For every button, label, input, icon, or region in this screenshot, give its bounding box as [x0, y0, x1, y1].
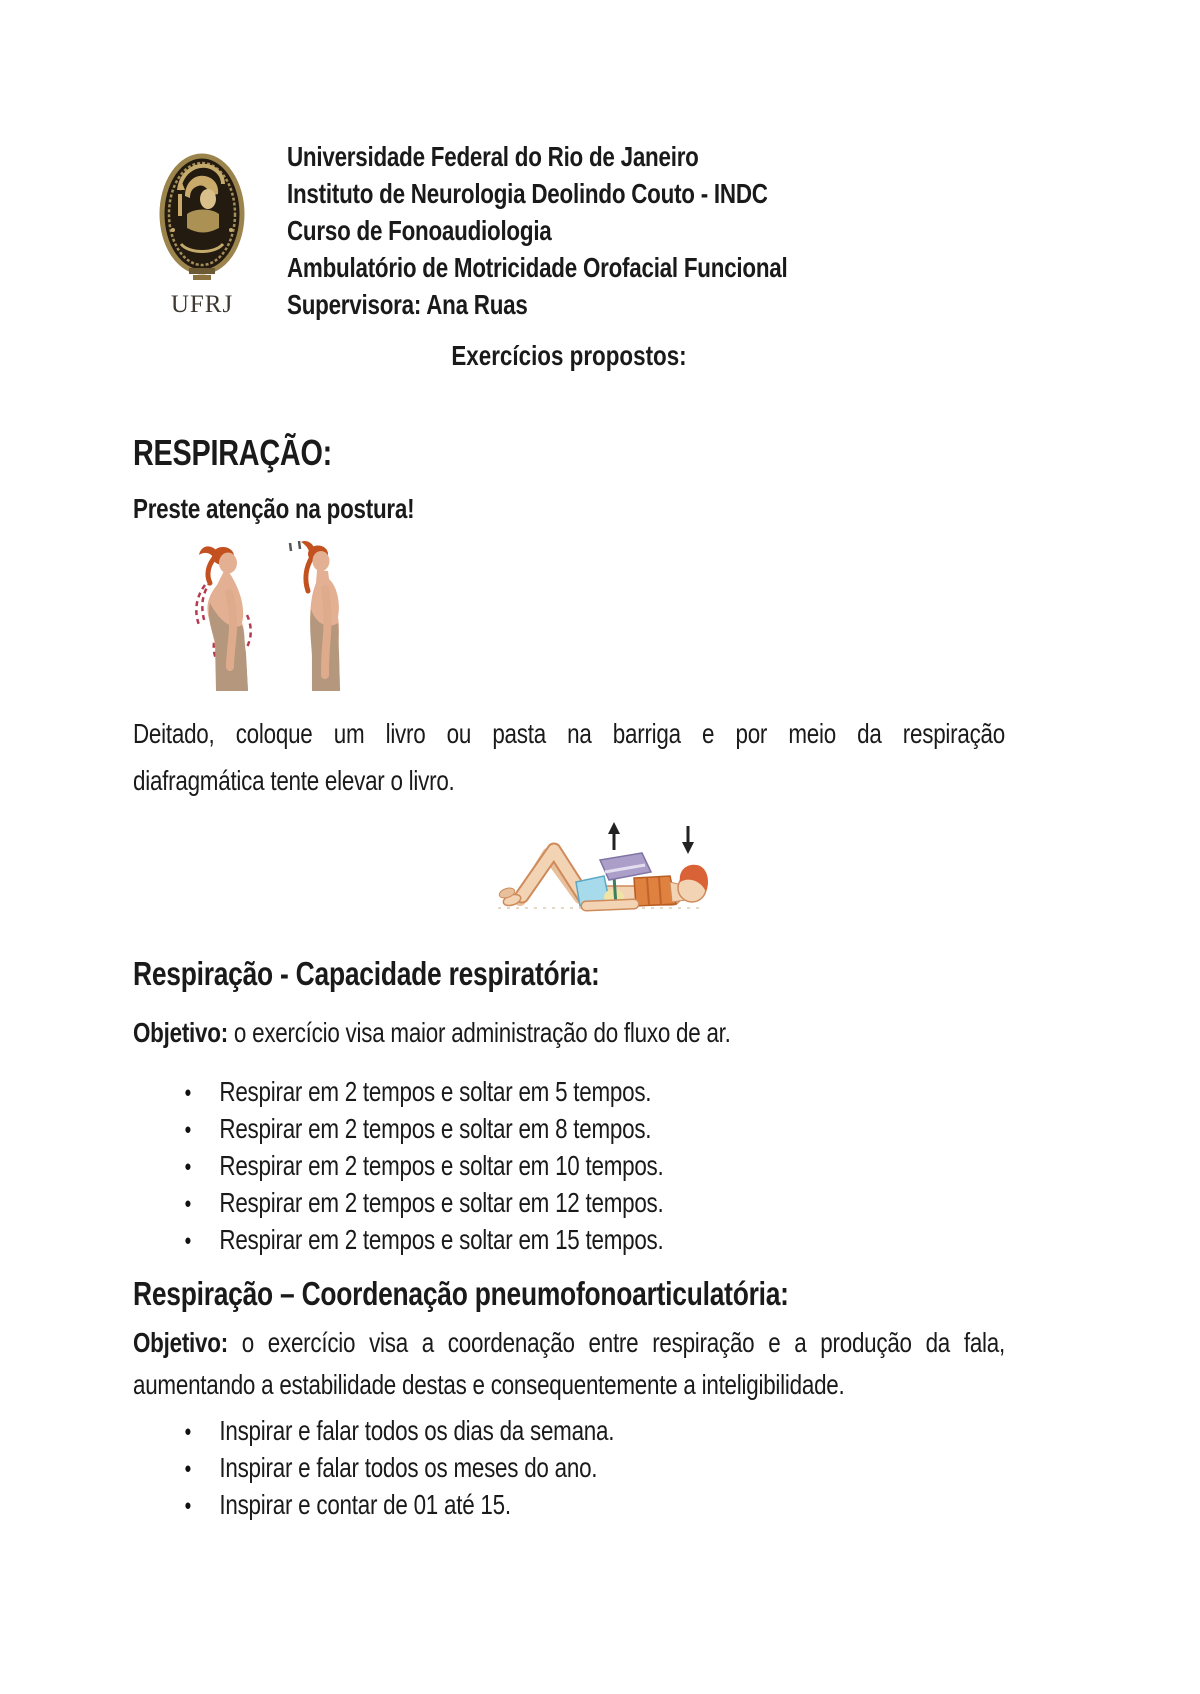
institution-lines: [287, 138, 1017, 323]
institution-line: Ambulatório de Motricidade Orofacial Funcional: [287, 252, 788, 283]
ufrj-acronym: UFRJ: [170, 291, 234, 318]
deitado-line-1: Deitado, coloque um livro ou pasta na barriga e por meio da respiração: [133, 718, 1005, 749]
objective-text: o exercício visa a coordenação entre respiração e a produção da fala,: [227, 1327, 1006, 1358]
institution-line: Instituto de Neurologia Deolindo Couto - INDC: [287, 178, 768, 209]
section-title-capacidade: Respiração - Capacidade respiratória:: [133, 955, 600, 992]
posture-note: Preste atenção na postura!: [133, 493, 415, 524]
section-title-coordenacao: Respiração – Coordenação pneumofonoarticulatória:: [133, 1275, 789, 1312]
institution-line: Curso de Fonoaudiologia: [287, 215, 552, 246]
deitado-paragraph: [133, 710, 1200, 804]
coordenacao-exercise-list: [133, 1412, 1005, 1523]
coordenacao-objective-line-1: [133, 1322, 1005, 1364]
subtitle: Exercícios propostos:: [451, 340, 687, 371]
coordenacao-objective: [133, 1322, 1200, 1406]
institution-line: Universidade Federal do Rio de Janeiro: [287, 141, 699, 172]
list-item: ● Inspirar e falar todos os meses do ano.: [133, 1449, 1005, 1486]
list-item: ● Respirar em 2 tempos e soltar em 8 tempos.: [133, 1110, 1005, 1147]
capacidade-exercise-list: [133, 1073, 1005, 1258]
lying-breathing-image: [484, 820, 714, 916]
posture-comparison-image: [183, 539, 351, 691]
up-arrow-icon: [608, 822, 620, 850]
list-item: ● Respirar em 2 tempos e soltar em 5 tempos.: [133, 1073, 1005, 1110]
objective-label: Objetivo:: [133, 1017, 228, 1048]
capacidade-objective: [133, 1016, 1005, 1049]
deitado-line-2: diafragmática tente elevar o livro.: [133, 765, 455, 796]
coordenacao-objective-line-2: aumentando a estabilidade destas e consequentemente a inteligibilidade.: [133, 1369, 845, 1400]
ufrj-emblem-icon: [159, 152, 245, 284]
list-item: ● Respirar em 2 tempos e soltar em 10 tempos.: [133, 1147, 1005, 1184]
institution-line: Supervisora: Ana Ruas: [287, 289, 528, 320]
down-arrow-icon: [682, 826, 694, 854]
document-header: [133, 138, 1200, 323]
list-item: ● Respirar em 2 tempos e soltar em 15 tempos.: [133, 1221, 1005, 1258]
list-item: ● Respirar em 2 tempos e soltar em 12 tempos.: [133, 1184, 1005, 1221]
slouched-figure-illustration: [196, 546, 250, 691]
list-item: ● Inspirar e falar todos os dias da semana.: [133, 1412, 1005, 1449]
objective-text: o exercício visa maior administração do fluxo de ar.: [227, 1017, 731, 1048]
list-item: ● Inspirar e contar de 01 até 15.: [133, 1486, 1005, 1523]
objective-label: Objetivo:: [133, 1327, 228, 1358]
section-title-respiracao: RESPIRAÇÃO:: [133, 432, 332, 473]
ufrj-logo-block: [133, 138, 253, 319]
upright-figure-illustration: [290, 541, 340, 691]
